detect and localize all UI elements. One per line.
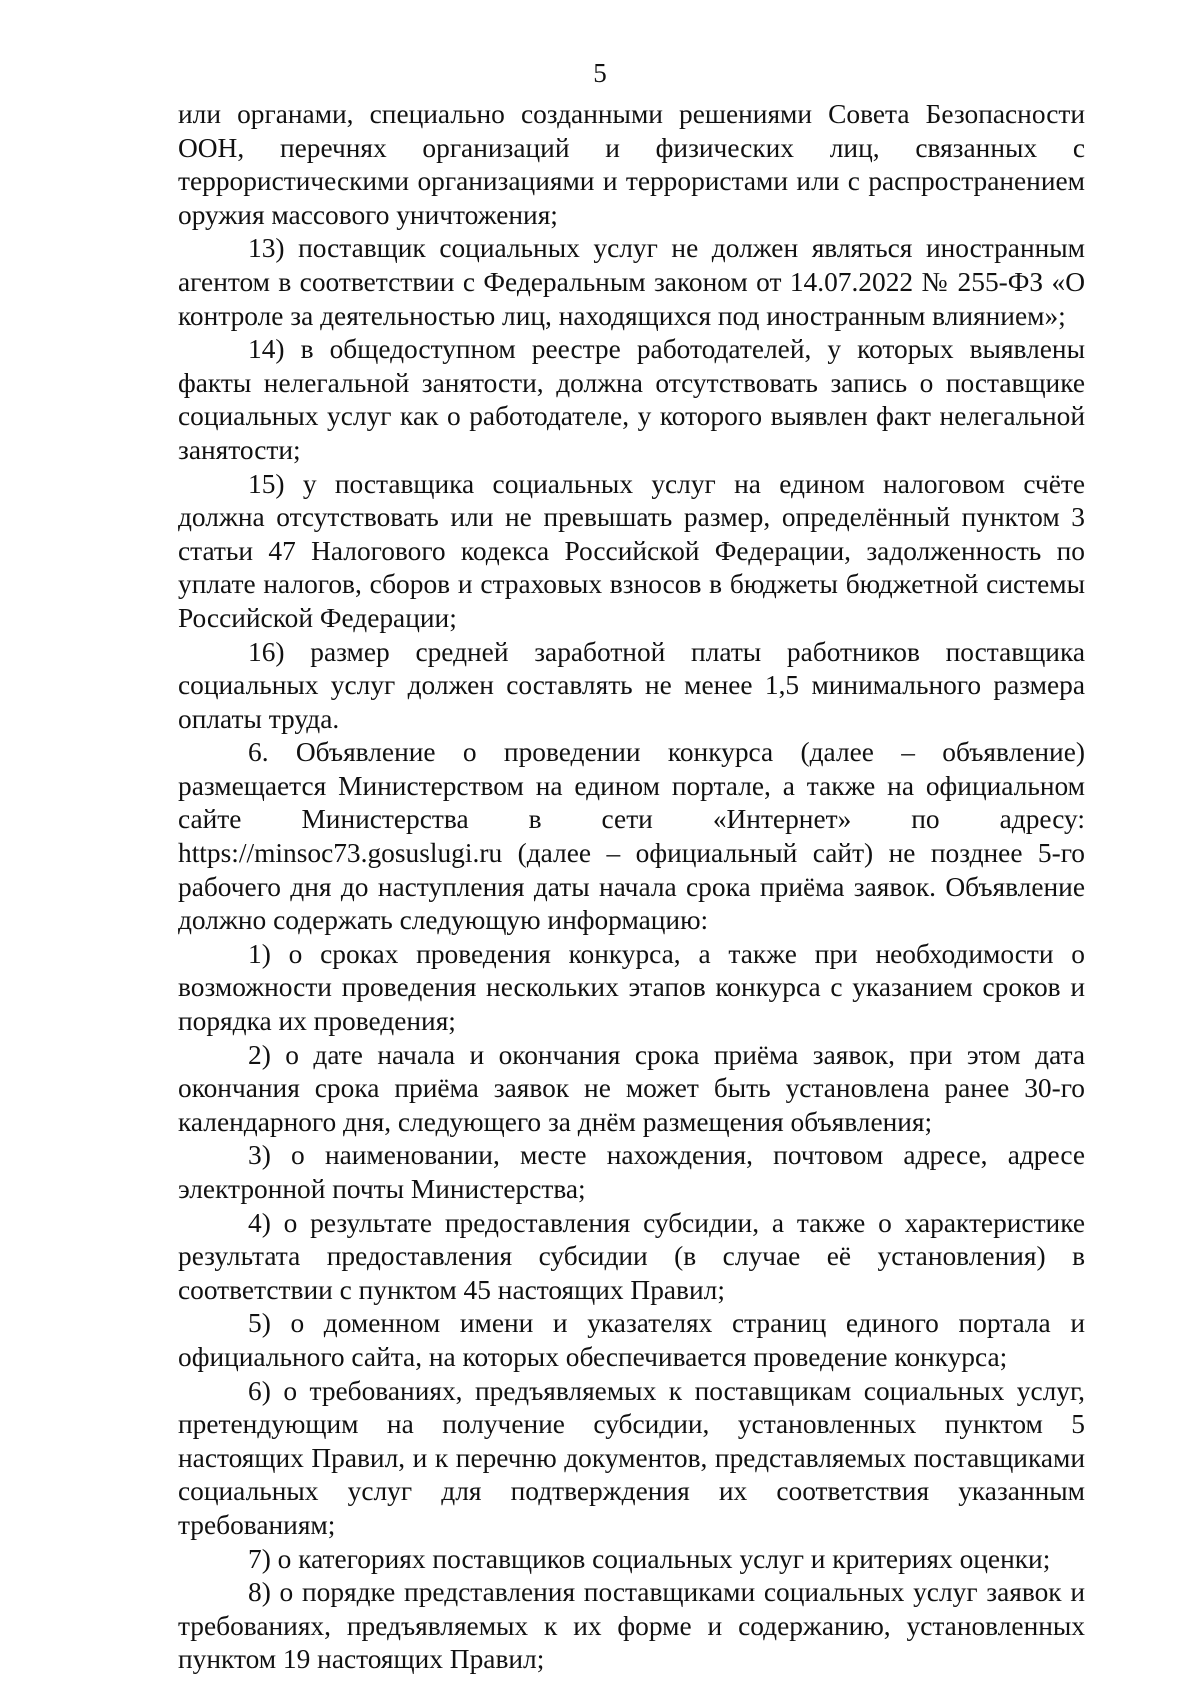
paragraph-section-6: 6. Объявление о проведении конкурса (далее – объявление) размещается Министерством на едином портале, а также на официальном сайте Министерства в сети «Интернет» по адресу: https://minsoc73.gosuslugi.ru (далее – официальный сайт) не позднее 5-го рабочего дня до наступления даты начала срока приёма заявок. Объявление должно содержать следующую информацию: <box>178 737 1085 936</box>
paragraph-item-15: 15) у поставщика социальных услуг на едином налоговом счёте должна отсутствовать или не превышать размер, определённый пунктом 3 статьи 47 Налогового кодекса Российской Федерации, задолженность по уплате налогов, сборов и страховых взносов в бюджеты бюджетной системы Российской Федерации; <box>178 468 1085 633</box>
paragraph-sub-3: 3) о наименовании, месте нахождения, почтовом адресе, адресе электронной почты Министерства; <box>178 1140 1085 1204</box>
paragraph-sub-6: 6) о требованиях, предъявляемых к поставщикам социальных услуг, претендующим на получение субсидии, установленных пунктом 5 настоящих Правил, и к перечню документов, представляемых поставщиками социальных услуг для подтверждения их соответствия указанным требованиям; <box>178 1375 1085 1540</box>
paragraph-item-13: 13) поставщик социальных услуг не должен являться иностранным агентом в соответствии с Федеральным законом от 14.07.2022 № 255-ФЗ «О контроле за деятельностью лиц, находящихся под иностранным влиянием»; <box>178 233 1085 331</box>
paragraph-sub-1: 1) о сроках проведения конкурса, а также при необходимости о возможности проведения нескольких этапов конкурса с указанием сроков и порядка их проведения; <box>178 938 1085 1037</box>
paragraph-sub-2: 2) о дате начала и окончания срока приёма заявок, при этом дата окончания срока приёма заявок не может быть установлена ранее 30-го календарного дня, следующего за днём размещения объявления; <box>178 1039 1085 1137</box>
paragraph-sub-8: 8) о порядке представления поставщиками социальных услуг заявок и требованиях, предъявляемых к их форме и содержанию, установленных пунктом 19 настоящих Правил; <box>178 1577 1085 1675</box>
paragraph-sub-7: 7) о категориях поставщиков социальных услуг и критериях оценки; <box>248 1543 1051 1574</box>
paragraph-sub-4: 4) о результате предоставления субсидии, а также о характеристике результата предоставления субсидии (в случае её установления) в соответствии с пунктом 45 настоящих Правил; <box>178 1207 1085 1305</box>
document-body <box>178 98 1085 1677</box>
paragraph-item-16: 16) размер средней заработной платы работников поставщика социальных услуг должен составлять не менее 1,5 минимального размера оплаты труда. <box>178 636 1085 734</box>
paragraph-sub-5: 5) о доменном имени и указателях страниц единого портала и официального сайта, на которых обеспечивается проведение конкурса; <box>178 1308 1085 1372</box>
paragraph-continuation: или органами, специально созданными решениями Совета Безопасности ООН, перечнях организаций и физических лиц, связанных с террористическими организациями и террористами или с распространением оружия массового уничтожения; <box>178 99 1085 230</box>
page-number: 5 <box>593 58 607 88</box>
paragraph-item-14: 14) в общедоступном реестре работодателей, у которых выявлены факты нелегальной занятости, должна отсутствовать запись о поставщике социальных услуг как о работодателе, у которого выявлен факт нелегальной занятости; <box>178 334 1085 465</box>
